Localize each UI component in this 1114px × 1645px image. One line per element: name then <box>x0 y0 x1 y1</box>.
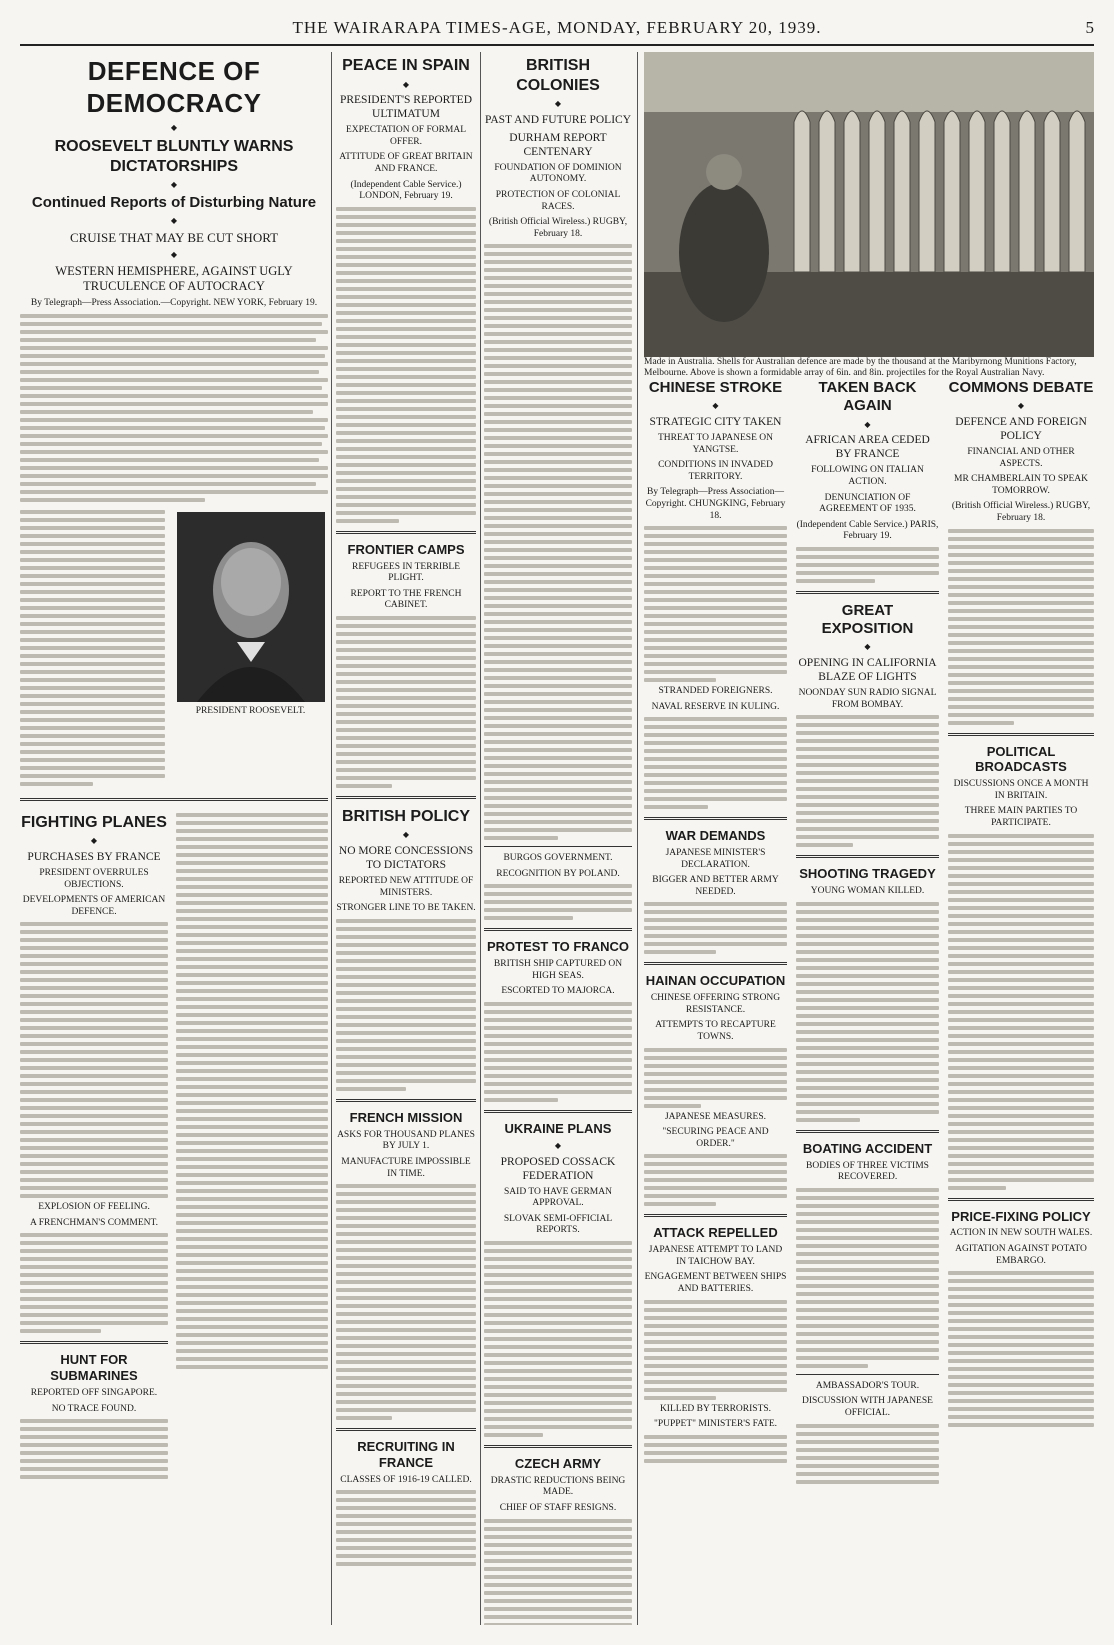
article-body <box>20 506 165 790</box>
subhead-securing: "SECURING PEACE AND ORDER." <box>662 1127 769 1149</box>
divider <box>336 1099 476 1102</box>
headline-roosevelt: ROOSEVELT BLUNTLY WARNS DICTATORSHIPS <box>54 138 294 175</box>
subhead-denunciation: DENUNCIATION OF AGREEMENT OF 1935. <box>819 492 916 515</box>
subhead-conditions: CONDITIONS IN INVADED TERRITORY. <box>658 460 773 482</box>
column-rule <box>331 52 332 1625</box>
subhead-financial: FINANCIAL AND OTHER ASPECTS. <box>967 447 1075 469</box>
subhead-defence-policy: DEFENCE AND FOREIGN POLICY <box>955 416 1087 443</box>
ornament: ◆ <box>170 249 178 259</box>
headline-french-mission: FRENCH MISSION <box>349 1109 463 1125</box>
divider <box>796 855 939 858</box>
divider <box>644 817 787 820</box>
divider <box>644 962 787 965</box>
subhead-protection: PROTECTION OF COLONIAL RACES. <box>495 189 621 212</box>
subhead-ambassador: AMBASSADOR'S TOUR. <box>815 1380 920 1391</box>
ornament: ◆ <box>554 99 562 109</box>
ornament: ◆ <box>864 642 871 652</box>
subhead-no-trace: NO TRACE FOUND. <box>51 1403 137 1414</box>
divider <box>484 1445 632 1448</box>
headline-ukraine: UKRAINE PLANS <box>504 1121 612 1137</box>
portrait-block <box>173 506 328 790</box>
headline-political: POLITICAL BROADCASTS <box>975 743 1067 775</box>
subhead-developments: DEVELOPMENTS OF AMERICAN DEFENCE. <box>22 895 166 917</box>
subhead-attitude: ATTITUDE OF GREAT BRITAIN AND FRANCE. <box>339 152 473 175</box>
article-body <box>644 1154 787 1206</box>
article-body <box>948 1271 1094 1427</box>
subhead-asks: ASKS FOR THOUSAND PLANES BY JULY 1. <box>337 1129 475 1152</box>
dateline: By Telegraph—Press Association.—Copyright. NEW YORK, February 19. <box>30 298 318 309</box>
subhead-burgos: BURGOS GOVERNMENT. <box>503 853 613 864</box>
subhead-expectation: EXPECTATION OF FORMAL OFFER. <box>345 125 467 147</box>
headline-fighting-planes: FIGHTING PLANES <box>21 813 167 831</box>
divider <box>484 928 632 931</box>
subhead-measures: JAPANESE MEASURES. <box>664 1111 766 1122</box>
article-body <box>20 922 168 1198</box>
subhead-cruise: CRUISE THAT MAY BE CUT SHORT <box>69 230 279 246</box>
subhead-purchases: PURCHASES BY FRANCE <box>27 850 161 863</box>
headline-exposition: GREAT EXPOSITION <box>821 601 914 638</box>
headline-defence: DEFENCE OF DEMOCRACY <box>86 56 262 118</box>
ornament: ◆ <box>864 419 871 429</box>
subhead-attempt-land: JAPANESE ATTEMPT TO LAND IN TAICHOW BAY. <box>648 1245 783 1267</box>
article-body <box>336 616 476 788</box>
subhead-bigger: BIGGER AND BETTER ARMY NEEDED. <box>652 875 779 897</box>
column-colonies <box>484 52 632 1625</box>
divider <box>484 846 632 847</box>
subhead-durham: DURHAM REPORT CENTENARY <box>509 131 607 158</box>
column-commons <box>948 375 1094 1625</box>
headline-boating: BOATING ACCIDENT <box>802 1140 933 1156</box>
article-body <box>484 884 632 920</box>
portrait-caption: PRESIDENT ROOSEVELT. <box>195 705 306 716</box>
headline-hunt: HUNT FOR SUBMARINES <box>50 1352 138 1384</box>
subhead-no-more: NO MORE CONCESSIONS TO DICTATORS <box>338 845 474 872</box>
subhead-discussion: DISCUSSION WITH JAPANESE OFFICIAL. <box>802 1396 933 1418</box>
subhead-young: YOUNG WOMAN KILLED. <box>810 886 925 897</box>
dateline: (British Official Wireless.) RUGBY, February 18. <box>951 501 1091 523</box>
subhead-attempts: ATTEMPTS TO RECAPTURE TOWNS. <box>655 1020 776 1043</box>
article-body <box>336 207 476 523</box>
subhead-chamberlain: MR CHAMBERLAIN TO SPEAK TOMORROW. <box>954 474 1088 496</box>
headline-recruiting: RECRUITING IN FRANCE <box>357 1439 455 1470</box>
ornament: ◆ <box>402 830 410 840</box>
column-defence <box>20 52 328 1625</box>
subhead-engagement: ENGAGEMENT BETWEEN SHIPS AND BATTERIES. <box>644 1272 787 1294</box>
divider <box>644 1214 787 1217</box>
subhead-foundation: FOUNDATION OF DOMINION AUTONOMY. <box>494 162 622 185</box>
column-spain <box>336 52 476 1625</box>
subhead-western: WESTERN HEMISPHERE, AGAINST UGLY TRUCULENCE OF AUTOCRACY <box>55 263 293 293</box>
subhead-ship: BRITISH SHIP CAPTURED ON HIGH SEAS. <box>493 959 623 981</box>
article-body <box>20 1419 168 1479</box>
subhead-drastic: DRASTIC REDUCTIONS BEING MADE. <box>490 1475 626 1498</box>
ornament: ◆ <box>712 401 719 411</box>
subhead-declaration: JAPANESE MINISTER'S DECLARATION. <box>665 848 766 870</box>
headline-british-policy: BRITISH POLICY <box>341 807 470 825</box>
headline-protest: PROTEST TO FRANCO <box>486 939 630 955</box>
subhead-three: THREE MAIN PARTIES TO PARTICIPATE. <box>964 806 1078 828</box>
subhead-refugees: REFUGEES IN TERRIBLE PLIGHT. <box>351 561 461 584</box>
article-body <box>176 809 328 1484</box>
headline-frontier: FRONTIER CAMPS <box>347 541 465 557</box>
ornament: ◆ <box>170 180 178 190</box>
subhead-new-attitude: REPORTED NEW ATTITUDE OF MINISTERS. <box>338 876 474 898</box>
subhead-threat: THREAT TO JAPANESE ON YANGTSE. <box>658 433 773 455</box>
article-body <box>484 1002 632 1102</box>
divider <box>336 796 476 799</box>
subhead-african: AFRICAN AREA CEDED BY FRANCE <box>805 434 930 461</box>
article-body <box>948 834 1094 1190</box>
article-body <box>796 1188 939 1368</box>
divider <box>20 798 328 801</box>
article-body <box>644 717 787 809</box>
divider <box>796 1374 939 1375</box>
dateline: By Telegraph—Press Association—Copyright. CHUNGKING, February 18. <box>645 487 786 521</box>
subhead-naval: NAVAL RESERVE IN KULING. <box>651 701 780 712</box>
subhead-escorted: ESCORTED TO MAJORCA. <box>501 986 615 997</box>
headline-chinese-stroke: CHINESE STROKE <box>648 379 783 396</box>
roosevelt-portrait <box>177 512 325 702</box>
headline-commons: COMMONS DEBATE <box>948 379 1094 396</box>
divider <box>336 531 476 534</box>
subhead-classes: CLASSES OF 1916-19 CALLED. <box>340 1474 472 1485</box>
article-body <box>484 244 632 840</box>
article-body <box>796 1424 939 1484</box>
column-taken-back <box>796 375 939 1625</box>
article-body <box>644 902 787 954</box>
column-chinese <box>644 375 787 1625</box>
article-body <box>336 919 476 1091</box>
article-body <box>20 1233 168 1333</box>
munitions-photo <box>644 52 1094 357</box>
article-body <box>948 529 1094 725</box>
ornament: ◆ <box>90 836 98 846</box>
subhead-recognition: RECOGNITION BY POLAND. <box>496 868 620 879</box>
subhead-action: ACTION IN NEW SOUTH WALES. <box>949 1228 1093 1239</box>
article-body <box>336 1184 476 1420</box>
divider <box>484 1110 632 1113</box>
subhead-past: PAST AND FUTURE POLICY <box>484 113 632 126</box>
headline-continued: Continued Reports of Disturbing Nature <box>31 193 317 211</box>
column-rule <box>637 52 638 1625</box>
subhead-reported-off: REPORTED OFF SINGAPORE. <box>30 1388 158 1399</box>
masthead-title: THE WAIRARAPA TIMES-AGE, MONDAY, FEBRUARY 20, 1939. <box>292 18 822 37</box>
subhead-stranded: STRANDED FOREIGNERS. <box>658 686 773 697</box>
subhead-manufacture: MANUFACTURE IMPOSSIBLE IN TIME. <box>341 1156 471 1179</box>
headline-hainan: HAINAN OCCUPATION <box>645 973 786 989</box>
page-number: 5 <box>1085 18 1094 37</box>
divider <box>796 591 939 594</box>
headline-price-fixing: PRICE-FIXING POLICY <box>951 1208 1091 1224</box>
subhead-killed: KILLED BY TERRORISTS. <box>659 1403 772 1414</box>
headline-attack: ATTACK REPELLED <box>653 1225 778 1241</box>
divider <box>948 1198 1094 1201</box>
divider <box>796 1130 939 1133</box>
subhead-offering: CHINESE OFFERING STRONG RESISTANCE. <box>650 993 781 1015</box>
headline-shooting: SHOOTING TRAGEDY <box>799 866 936 882</box>
subhead-german: SAID TO HAVE GERMAN APPROVAL. <box>504 1186 612 1209</box>
headline-war-demands: WAR DEMANDS <box>665 828 766 844</box>
ornament: ◆ <box>170 216 178 226</box>
ornament: ◆ <box>402 79 410 89</box>
subhead-agitation: AGITATION AGAINST POTATO EMBARGO. <box>955 1244 1087 1266</box>
divider <box>20 1341 168 1344</box>
photo-caption: Made in Australia. Shells for Australian defence are made by the thousand at the Maribyrnong Munitions Factory, Melbourne. Above is shown a formidable array of 6in. and 8in. projectiles for the Royal Australian Navy. <box>644 357 1077 378</box>
column-rule <box>480 52 481 1625</box>
masthead <box>20 18 1094 46</box>
article-body <box>336 1490 476 1566</box>
ornament: ◆ <box>170 123 178 133</box>
dateline: (Independent Cable Service.) LONDON, February 19. <box>350 179 462 202</box>
headline-british-colonies: BRITISH COLONIES <box>516 57 600 94</box>
subhead-strategic: STRATEGIC CITY TAKEN <box>649 416 782 429</box>
article-body <box>20 314 328 502</box>
subhead-frenchman: A FRENCHMAN'S COMMENT. <box>30 1217 158 1228</box>
subhead-following: FOLLOWING ON ITALIAN ACTION. <box>811 465 924 487</box>
article-body <box>484 1519 632 1625</box>
article-body <box>644 1300 787 1400</box>
ornament: ◆ <box>554 1140 562 1150</box>
subhead-bodies: BODIES OF THREE VICTIMS RECOVERED. <box>806 1160 929 1183</box>
headline-czech: CZECH ARMY <box>514 1456 602 1471</box>
subhead-report: REPORT TO THE FRENCH CABINET. <box>350 588 462 611</box>
article-body <box>796 902 939 1122</box>
subhead-ultimatum: PRESIDENT'S REPORTED ULTIMATUM <box>339 94 473 121</box>
subhead-overrules: PRESIDENT OVERRULES OBJECTIONS. <box>39 867 149 890</box>
article-body <box>796 547 939 583</box>
subhead-opening: OPENING IN CALIFORNIA BLAZE OF LIGHTS <box>798 657 937 684</box>
dateline: (Independent Cable Service.) PARIS, February 19. <box>796 519 939 542</box>
divider <box>336 1428 476 1431</box>
article-body <box>644 1435 787 1463</box>
article-body <box>644 1048 787 1108</box>
subhead-noonday: NOONDAY SUN RADIO SIGNAL FROM BOMBAY. <box>798 688 937 710</box>
subhead-cossack: PROPOSED COSSACK FEDERATION <box>500 1155 616 1182</box>
ornament: ◆ <box>1017 401 1025 411</box>
article-body <box>644 526 787 682</box>
divider <box>948 733 1094 736</box>
article-body <box>796 715 939 847</box>
article-body <box>484 1241 632 1437</box>
subhead-slovak: SLOVAK SEMI-OFFICIAL REPORTS. <box>503 1213 613 1236</box>
subhead-chief: CHIEF OF STAFF RESIGNS. <box>499 1503 617 1514</box>
subhead-puppet: "PUPPET" MINISTER'S FATE. <box>653 1419 778 1430</box>
dateline: (British Official Wireless.) RUGBY, February 18. <box>488 217 628 239</box>
headline-taken-back: TAKEN BACK AGAIN <box>818 379 917 415</box>
headline-peace-spain: PEACE IN SPAIN <box>342 57 470 74</box>
subhead-explosion: EXPLOSION OF FEELING. <box>38 1202 150 1213</box>
subhead-stronger: STRONGER LINE TO BE TAKEN. <box>336 903 476 914</box>
subhead-discussions: DISCUSSIONS ONCE A MONTH IN BRITAIN. <box>953 779 1089 801</box>
